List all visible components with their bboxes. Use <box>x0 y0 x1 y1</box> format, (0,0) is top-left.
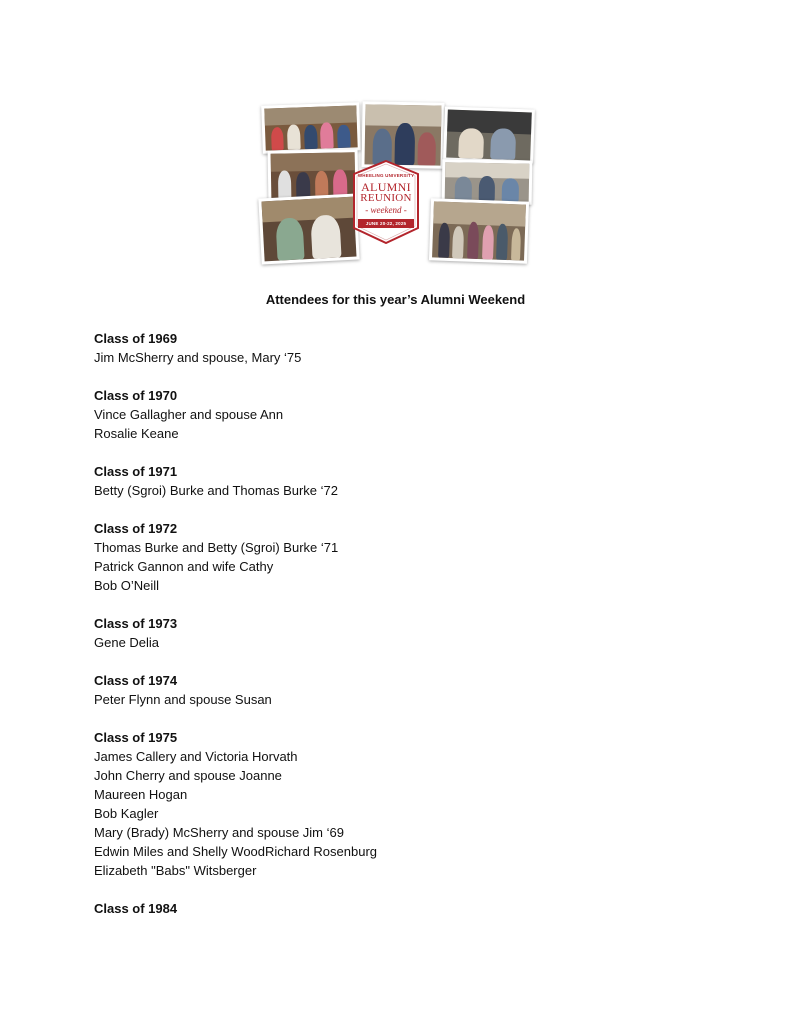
attendee-entry: Elizabeth "Babs" Witsberger <box>94 863 257 878</box>
class-heading: Class of 1984 <box>94 901 178 916</box>
class-heading: Class of 1969 <box>94 331 178 346</box>
attendee-entry: James Callery and Victoria Horvath <box>94 749 298 764</box>
attendee-entry: Bob O’Neill <box>94 578 160 593</box>
attendee-entry: Jim McSherry and spouse, Mary ‘75 <box>94 350 302 365</box>
attendee-entry: Maureen Hogan <box>94 787 188 802</box>
attendee-entry: Betty (Sgroi) Burke and Thomas Burke ‘72 <box>94 483 338 498</box>
class-section <box>94 671 714 709</box>
class-heading: Class of 1972 <box>94 521 178 536</box>
class-section <box>94 519 714 595</box>
attendee-entry: Vince Gallagher and spouse Ann <box>94 407 284 422</box>
badge-alumni-text: ALUMNI <box>361 180 411 194</box>
reunion-photo <box>361 101 444 168</box>
badge-weekend-text: - weekend - <box>365 205 407 215</box>
class-section <box>94 329 714 367</box>
reunion-photo <box>261 102 361 153</box>
class-section <box>94 899 714 918</box>
attendee-entry: John Cherry and spouse Joanne <box>94 768 282 783</box>
reunion-photo <box>443 106 535 163</box>
attendee-entry: Edwin Miles and Shelly WoodRichard Rosenburg <box>94 844 378 859</box>
alumni-reunion-photo-collage <box>258 100 532 264</box>
reunion-photo <box>429 198 529 263</box>
attendee-entry: Peter Flynn and spouse Susan <box>94 692 272 707</box>
class-heading: Class of 1971 <box>94 464 178 479</box>
badge-university-name: WHEELING UNIVERSITY <box>357 173 415 178</box>
attendee-entry: Rosalie Keane <box>94 426 179 441</box>
reunion-photo <box>442 159 533 205</box>
class-heading: Class of 1975 <box>94 730 178 745</box>
badge-dates: JUNE 20-22, 2025 <box>358 219 414 228</box>
attendee-entry: Thomas Burke and Betty (Sgroi) Burke ‘71 <box>94 540 339 555</box>
class-heading: Class of 1974 <box>94 673 178 688</box>
attendee-entry: Bob Kagler <box>94 806 159 821</box>
class-section <box>94 462 714 500</box>
badge-reunion-text: REUNION <box>360 192 412 204</box>
class-section <box>94 728 714 880</box>
alumni-reunion-logo <box>352 160 420 244</box>
attendee-entry: Mary (Brady) McSherry and spouse Jim ‘69 <box>94 825 344 840</box>
class-list <box>94 329 714 937</box>
attendee-entry: Patrick Gannon and wife Cathy <box>94 559 274 574</box>
class-heading: Class of 1973 <box>94 616 178 631</box>
attendee-entry: Gene Delia <box>94 635 160 650</box>
reunion-photo <box>258 193 359 264</box>
class-section <box>94 386 714 443</box>
document-title: Attendees for this year’s Alumni Weekend <box>265 292 526 307</box>
class-section <box>94 614 714 652</box>
class-heading: Class of 1970 <box>94 388 178 403</box>
